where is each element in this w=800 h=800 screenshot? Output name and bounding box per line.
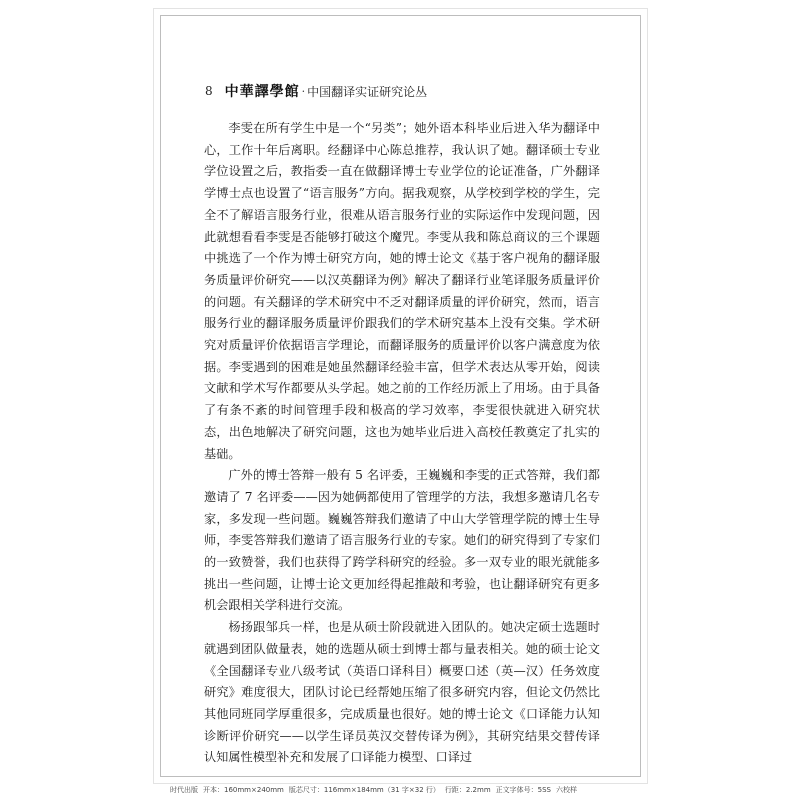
footer-font-size: 正文字体号：5SS (495, 786, 551, 794)
footer-proof: 六校样 (556, 786, 577, 794)
series-logo: 中華譯學館 (224, 84, 300, 100)
paragraph: 杨扬跟邹兵一样，也是从硕士阶段就进入团队的。她决定硕士选题时就遇到团队做量表，她的选题从硕士到博士都与量表相关。她的硕士论文《全国翻译专业八级考试（英语口译科目）概要口述（英—汉）任务效度研究》难度很大，团队讨论已经帮她压缩了很多研究内容，但论文仍然比其他同班同学厚重很多，完成质量也很好。她的博士论文《口译能力认知诊断评价研究——以学生译员英汉交替传译为例》，其研究结果交替传译认知属性模型补充和发展了口译能力模型、口译过 (204, 620, 600, 765)
footer-publisher: 时代出版 (170, 786, 198, 794)
footer-format: 开本：160mm×240mm (203, 786, 284, 794)
header-separator: · (301, 84, 306, 98)
footer-core-size: 版芯尺寸：116mm×184mm（31 字×32 行） (288, 786, 440, 794)
page-number: 8 (205, 84, 213, 98)
body-text (204, 118, 600, 769)
print-spec-footer (170, 783, 640, 797)
paragraph: 广外的博士答辩一般有 5 名评委，王巍巍和李雯的正式答辩，我们都邀请了 7 名评委——因为她俩都使用了管理学的方法，我想多邀请几名专家，多发现一些问题。巍巍答辩我们邀请了中山大学管理学院的博士生导师，李雯答辩我们邀请了语言服务行业的专家。她们的研究得到了专家们的一致赞誉，我们也获得了跨学科研究的经验。多一双专业的眼光就能多挑出一些问题，让博士论文更加经得起推敲和考验，也让翻译研究有更多机会跟相关学科进行交流。 (204, 468, 600, 613)
running-header (205, 80, 605, 102)
series-title: 中国翻译实证研究论丛 (307, 84, 428, 99)
footer-line-spacing: 行距：2.2mm (444, 786, 491, 794)
paragraph: 李雯在所有学生中是一个“另类”；她外语本科毕业后进入华为翻译中心，工作十年后离职。经翻译中心陈总推荐，我认识了她。翻译硕士专业学位设置之后，教指委一直在做翻译博士专业学位的论证准备，广外翻译学博士点也设置了“语言服务”方向。据我观察，从学校到学校的学生，完全不了解语言服务行业，很难从语言服务行业的实际运作中发现问题，因此就想看看李雯是否能够打破这个魔咒。李雯从我和陈总商议的三个课题中挑选了一个作为博士研究方向，她的博士论文《基于客户视角的翻译服务质量评价研究——以汉英翻译为例》解决了翻译行业笔译服务质量评价的问题。有关翻译的学术研究中不乏对翻译质量的评价研究，然而，语言服务行业的翻译服务质量评价跟我们的学术研究基本上没有交集。学术研究对质量评价依据语言学理论，而翻译服务的质量评价以客户满意度为依据。李雯遇到的困难是她虽然翻译经验丰富，但学术表达从零开始，阅读文献和学术写作都要从头学起。她之前的工作经历派上了用场。由于具备了有条不紊的时间管理手段和极高的学习效率，李雯很快就进入研究状态，出色地解决了研究问题，这也为她毕业后进入高校任教奠定了扎实的基础。 (204, 121, 600, 461)
